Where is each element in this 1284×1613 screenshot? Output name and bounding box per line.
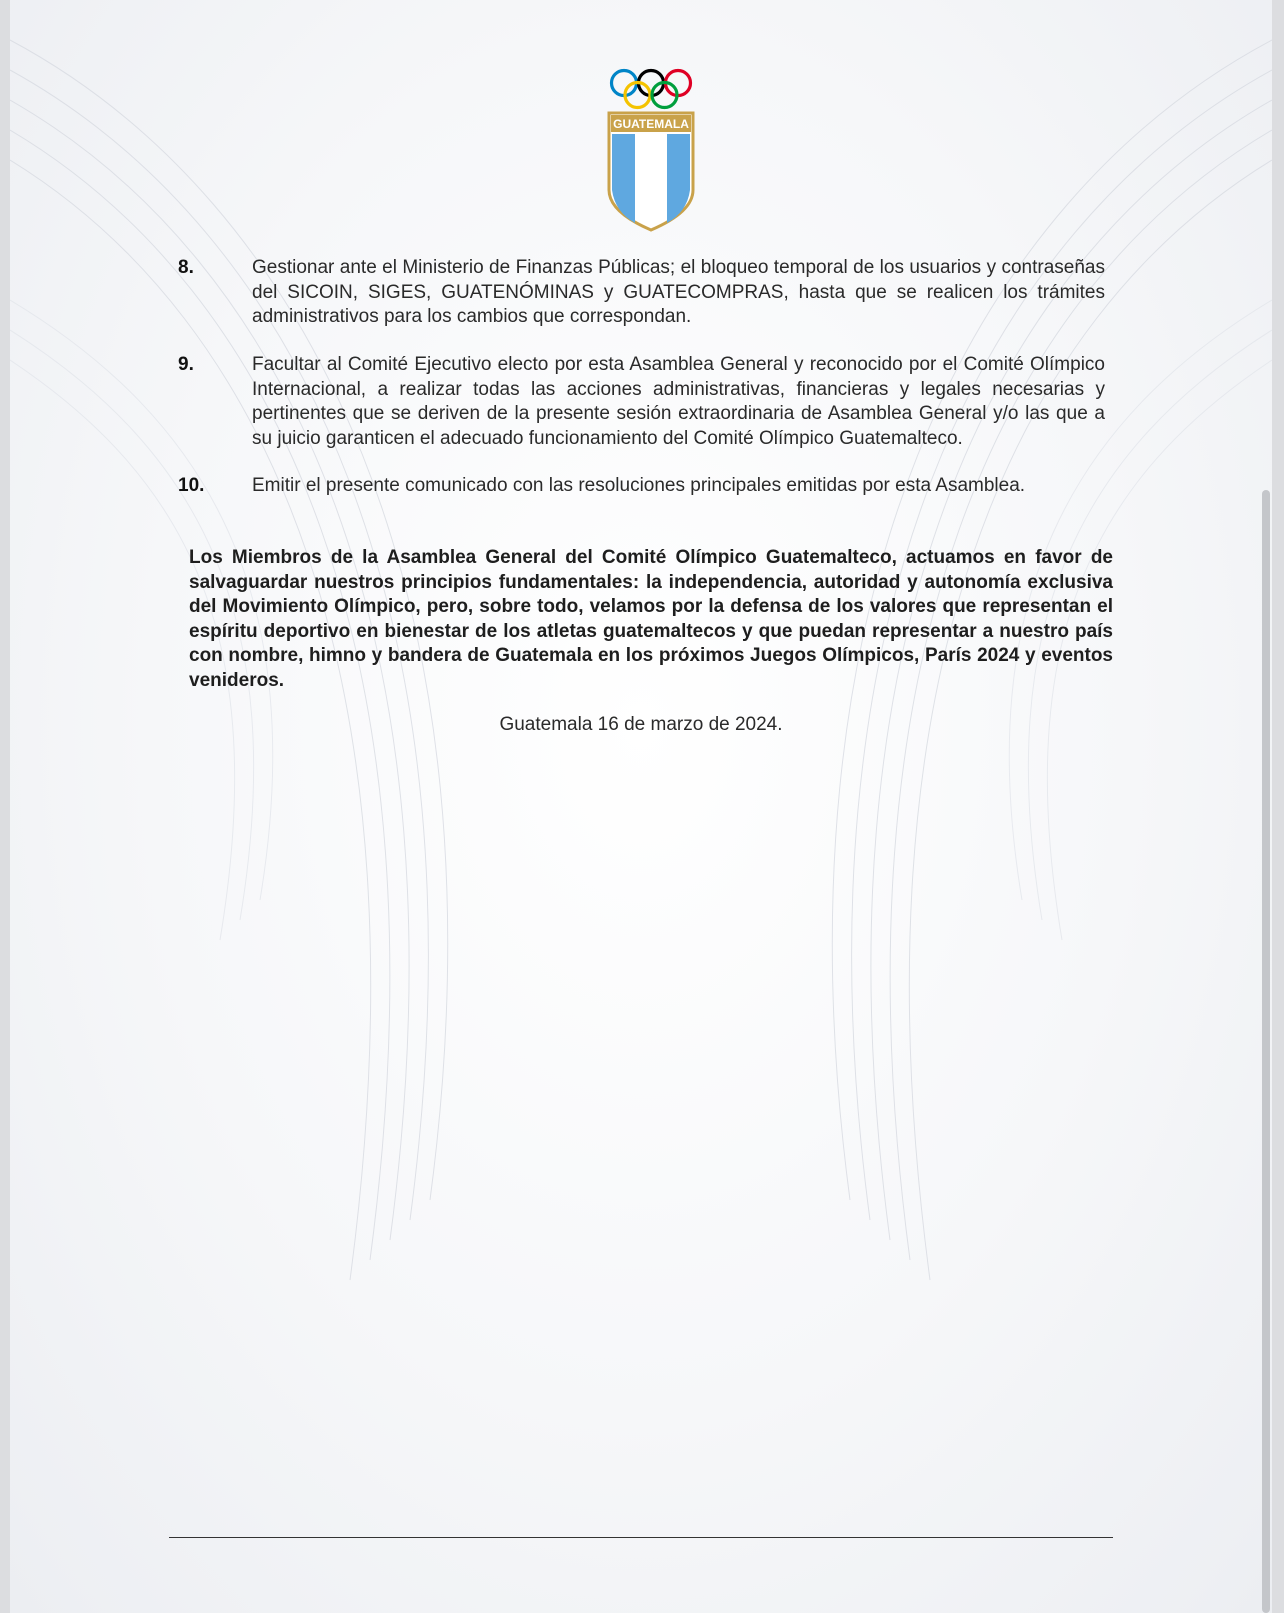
footer-divider [169, 1537, 1113, 1538]
item-number: 8. [178, 257, 194, 278]
list-item [178, 474, 1115, 500]
olympic-committee-logo [595, 62, 707, 232]
list-item [178, 353, 1115, 453]
item-text: Gestionar ante el Ministerio de Finanzas Públicas; el bloqueo temporal de los usuarios y contraseñas del SICOIN, SIGES, GUATENÓMINAS y GUATECOMPRAS, hasta que se realicen los trámites administrativos para los cambios que correspondan. [252, 257, 1105, 327]
closing-statement: Los Miembros de la Asamblea General del Comité Olímpico Guatemalteco, actuamos en favor de salvaguardar nuestros principios fundamentales: la independencia, autoridad y autonomía exclusiva del Movimiento Olímpico, pero, sobre todo, velamos por la defensa de los valores que representan el espíritu deportivo en bienestar de los atletas guatemaltecos y que puedan representar a nuestro país con nombre, himno y bandera de Guatemala en los próximos Juegos Olímpicos, París 2024 y eventos venideros. [189, 547, 1113, 691]
item-text: Emitir el presente comunicado con las resoluciones principales emitidas por esta Asamblea. [252, 475, 1026, 496]
document-date: Guatemala 16 de marzo de 2024. [499, 714, 783, 735]
item-number: 10. [178, 475, 205, 496]
item-text: Facultar al Comité Ejecutivo electo por esta Asamblea General y reconocido por el Comité Olímpico Internacional, a realizar todas las acciones administrativas, financieras y legales necesarias y pertinentes que se deriven de la presente sesión extraordinaria de Asamblea General y/o las que a su juicio garanticen el adecuado funcionamiento del Comité Olímpico Guatemalteco. [252, 354, 1105, 449]
olympic-rings-shield-icon [595, 62, 707, 232]
document-page [10, 0, 1272, 1613]
background-swoosh-art [10, 0, 1272, 1613]
item-number: 9. [178, 354, 194, 375]
logo-text: GUATEMALA [613, 117, 689, 131]
vertical-scrollbar[interactable] [1262, 490, 1270, 1613]
list-item [178, 256, 1115, 331]
